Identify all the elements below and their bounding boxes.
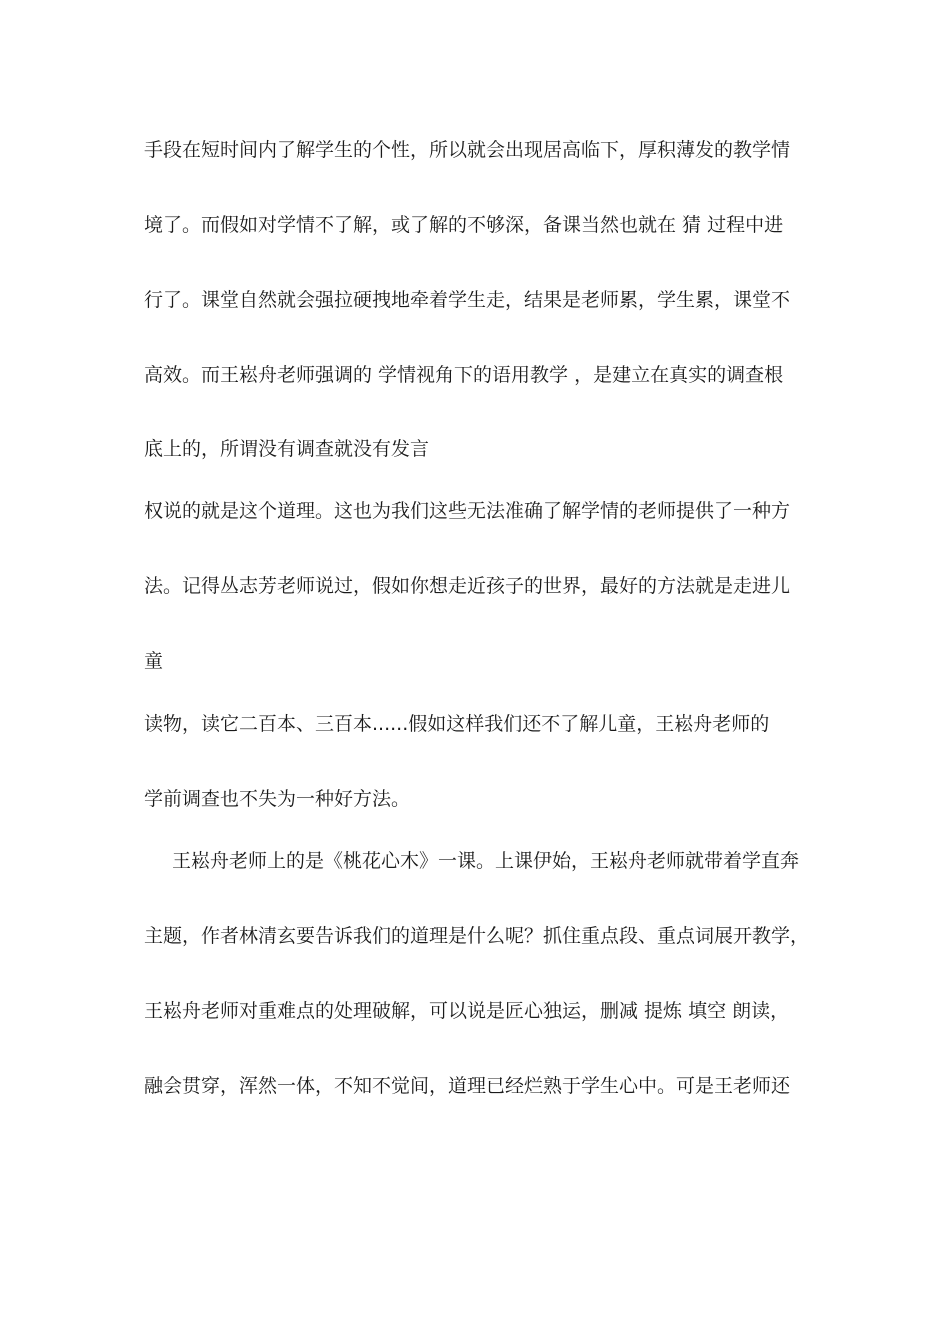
text-line: 学前调查也不失为一种好方法。: [144, 788, 411, 810]
text-line: 底上的，所谓没有调查就没有发言: [144, 438, 430, 460]
text-line: 手段在短时间内了解学生的个性，所以就会出现居高临下，厚积薄发的教学情: [144, 139, 791, 161]
text-line: 高效。而王崧舟老师强调的 学情视角下的语用教学 ，是建立在真实的调查根: [144, 364, 784, 386]
text-line: 权说的就是这个道理。这也为我们这些无法准确了解学情的老师提供了一种方: [144, 500, 791, 522]
text-line: 行了。课堂自然就会强拉硬拽地牵着学生走，结果是老师累，学生累，课堂不: [144, 289, 791, 311]
text-line: 法。记得丛志芳老师说过，假如你想走近孩子的世界，最好的方法就是走进儿: [144, 575, 791, 597]
text-line: 境了。而假如对学情不了解，或了解的不够深，备课当然也就在 猜 过程中进: [144, 214, 784, 236]
text-line: 王崧舟老师对重难点的处理破解，可以说是匠心独运，删减 提炼 填空 朗读，: [144, 1000, 790, 1022]
text-line: 读物，读它二百本、三百本......假如这样我们还不了解儿童，王崧舟老师的: [144, 713, 770, 735]
text-line: 融会贯穿，浑然一体，不知不觉间，道理已经烂熟于学生心中。可是王老师还: [144, 1075, 791, 1097]
text-line: 主题，作者林清玄要告诉我们的道理是什么呢？抓住重点段、重点词展开教学，: [144, 925, 810, 947]
paragraph-first-line: 王崧舟老师上的是《桃花心木》一课。上课伊始，王崧舟老师就带着学直奔: [172, 850, 800, 872]
text-line: 童: [144, 650, 164, 672]
